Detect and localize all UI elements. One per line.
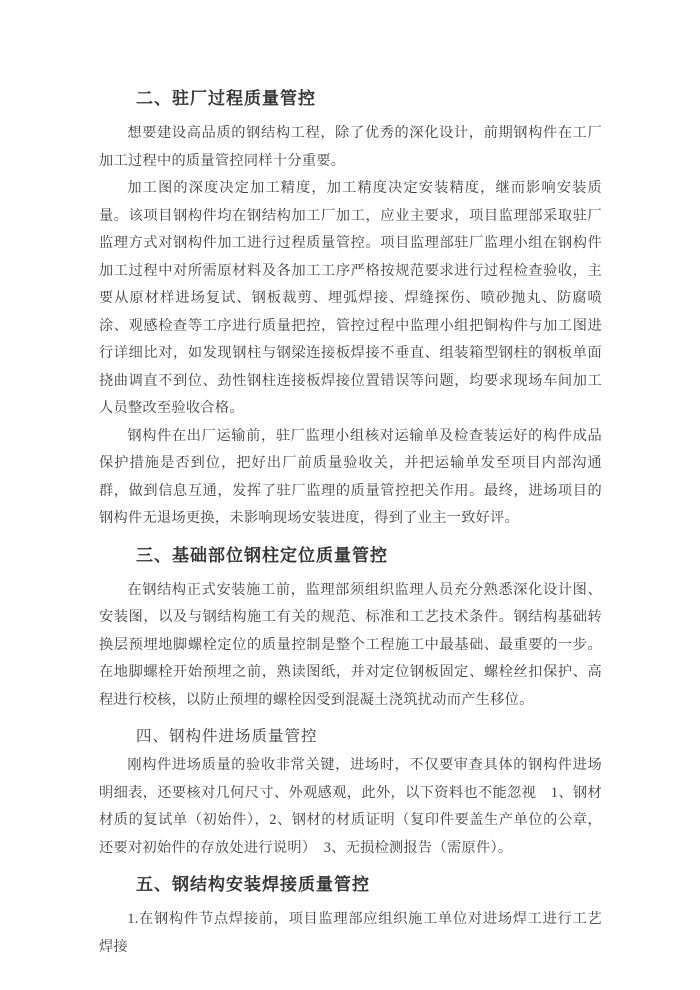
section-3-paragraph-1: 在钢结构正式安装施工前，监理部须组织监理人员充分熟悉深化设计图、安装图，以及与钢结构施工有关的规范、标准和工艺技术条件。钢结构基础转换层预埋地脚螺栓定位的质量控制是整个工程施工中最基础、最重要的一步。在地脚螺栓开始预埋之前，熟读图纸，并对定位钢板固定、螺栓丝扣保护、高程进行校核，以防止预埋的螺栓因受到混凝土浇筑扰动而产生移位。	[99, 581, 602, 708]
section-2-paragraph-2: 加工图的深度决定加工精度，加工精度决定安装精度，继而影响安装质量。该项目钢构件均在钢结构加工厂加工，应业主要求，项目监理部采取驻厂监理方式对钢构件加工进行过程质量管控。项目监理部驻厂监理小组在钢构件加工过程中对所需原材料及各加工工序严格按规范要求进行过程检查验收，主要从原材样进场复试、钢板裁剪、埋弧焊接、焊缝探伤、喷砂抛丸、防腐喷涂、观感检查等工序进行质量把控，管控过程中监理小组把铜构件与加工图进行详细比对，如发现钢柱与钢梁连接板焊接不垂直、组装箱型钢柱的钢板单面挠曲调直不到位、劲性钢柱连接板焊接位置错误等问题，均要求现场车间加工人员整改至验收合格。	[99, 180, 602, 416]
section-heading-4: 四、钢构件进场质量管控	[136, 728, 318, 745]
section-heading-5: 五、钢结构安装焊接质量管控	[136, 875, 370, 894]
section-4-paragraph-1: 刚构件进场质量的验收非常关键，进场时，不仅要审查具体的钢构件进场明细表，还要核对几何尺寸、外观感观，此外，以下资料也不能忽视 1、钢材材质的复试单（初始件），2、钢材的材质证明（复印件要盖生产单位的公章，还要对初始件的存放处进行说明） 3、无损检测报告（需原件）。	[99, 757, 602, 856]
section-5-paragraph-1: 1.在钢构件节点焊接前，项目监理部应组织施工单位对进场焊工进行工艺焊接	[99, 911, 602, 955]
section-heading-3: 三、基础部位钢柱定位质量管控	[136, 545, 388, 565]
document-content	[99, 88, 602, 961]
section-heading-2: 二、驻厂过程质量管控	[136, 89, 316, 108]
section-2-paragraph-1: 想要建设高品质的钢结构工程，除了优秀的深化设计，前期钢构件在工厂加工过程中的质量管控同样十分重要。	[99, 125, 602, 169]
section-2-paragraph-3: 钢构件在出厂运输前，驻厂监理小组核对运输单及检查装运好的构件成品保护措施是否到位，把好出厂前质量验收关，并把运输单发至项目内部沟通群，做到信息互通，发挥了驻厂监理的质量管控把关作用。最终，进场项目的钢构件无退场更换，未影响现场安装进度，得到了业主一致好评。	[99, 427, 602, 526]
